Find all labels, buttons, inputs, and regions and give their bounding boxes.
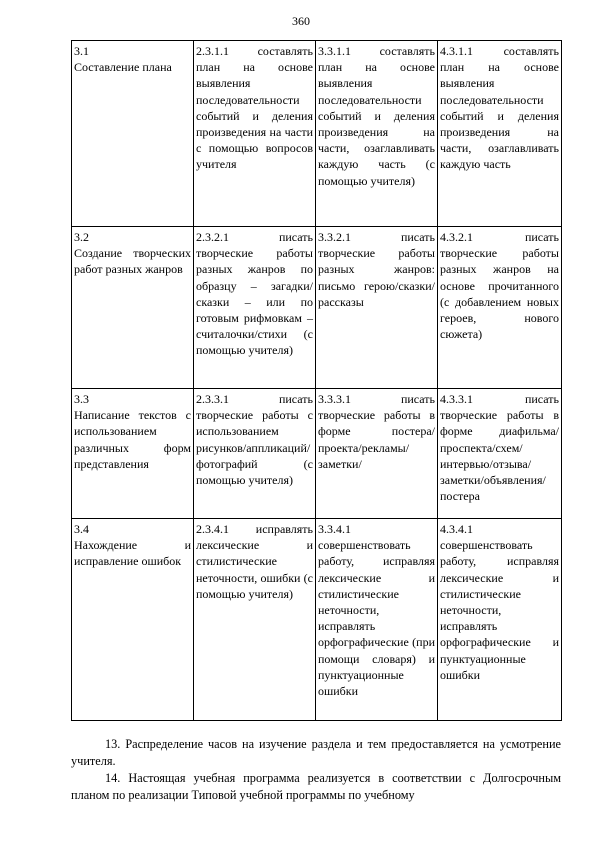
table-row	[72, 227, 562, 389]
grade-cell	[194, 389, 316, 519]
objective-text: писать творческие работы разных жанров: письмо герою/сказки/рассказы	[318, 230, 435, 309]
grade-cell	[316, 41, 438, 227]
objective-code: 3.3.1.1	[318, 44, 366, 58]
objective-text: писать творческие работы в форме постера/проекта/рекламы/заметки/	[318, 392, 435, 471]
subject-title: Создание творческих работ разных жанров	[74, 246, 191, 277]
grade-cell	[194, 41, 316, 227]
paragraph: 14. Настоящая учебная программа реализуется в соответствии с Долгосрочным планом по реализации Типовой учебной программы по учебному	[71, 771, 561, 802]
objective-text: составлять план на основе выявления последовательности событий и деления произведения на части, озаглавливать каждую часть (с помощью учителя)	[318, 44, 435, 188]
grade-cell	[438, 227, 562, 389]
subject-code: 3.1	[74, 44, 89, 58]
grade-cell	[316, 389, 438, 519]
objective-code: 2.3.2.1	[196, 230, 254, 244]
grade-cell	[316, 227, 438, 389]
objective-code: 2.3.3.1	[196, 392, 254, 406]
grade-cell	[194, 227, 316, 389]
objective-code: 4.3.2.1	[440, 230, 499, 244]
subject-cell	[72, 41, 194, 227]
paragraph: 13. Распределение часов на изучение раздела и тем предоставляется на усмотрение учителя.	[71, 737, 561, 768]
objective-text: исправлять лексические и стилистические неточности, ошибки (с помощью учителя)	[196, 522, 314, 601]
objective-code: 3.3.2.1	[318, 230, 376, 244]
objective-code: 2.3.1.1	[196, 44, 244, 58]
grade-cell	[438, 389, 562, 519]
objective-text: писать творческие работы в форме диафильма/проспекта/схем/интервью/отзыва/заметки/объявления/постера	[440, 392, 559, 504]
subject-title: Нахождение и исправление ошибок	[74, 538, 191, 569]
objective-code: 4.3.4.1	[440, 522, 476, 536]
subject-title: Написание текстов с использованием различных форм представления	[74, 408, 191, 471]
objective-code: 3.3.4.1	[318, 522, 354, 536]
page-number: 360	[292, 14, 310, 28]
grade-cell	[438, 41, 562, 227]
subject-cell	[72, 227, 194, 389]
objective-code: 3.3.3.1	[318, 392, 376, 406]
objective-text: совершенствовать работу, исправляя лексические и стилистические неточности, исправлять орфографические (при помощи словаря) и пунктуационные ошибки	[318, 538, 435, 699]
subject-cell	[72, 389, 194, 519]
subject-title: Составление плана	[74, 60, 172, 75]
table-row	[72, 389, 562, 519]
objective-code: 4.3.3.1	[440, 392, 499, 406]
grade-cell	[194, 519, 316, 721]
subject-code: 3.4	[74, 522, 89, 536]
subject-cell	[72, 519, 194, 721]
objective-text: писать творческие работы разных жанров на основе прочитанного (с добавлением новых героев, нового сюжета)	[440, 230, 559, 342]
objective-text: составлять план на основе выявления последовательности событий и деления произведения на части, озаглавливать каждую часть	[440, 44, 559, 172]
objective-text: писать творческие работы разных жанров по образцу – загадки/сказки – или по готовым рифмовкам – считалочки/стихи (с помощью учителя)	[196, 230, 313, 358]
objective-text: писать творческие работы с использованием рисунков/аппликаций/фотографий (с помощью учителя)	[196, 392, 313, 488]
curriculum-table	[71, 40, 562, 721]
objective-text: совершенствовать работу, исправляя лексические и стилистические неточности, исправлять орфографические и пунктуационные ошибки	[440, 538, 559, 682]
subject-code: 3.3	[74, 392, 89, 406]
grade-cell	[438, 519, 562, 721]
objective-code: 4.3.1.1	[440, 44, 489, 58]
table-row	[72, 41, 562, 227]
grade-cell	[316, 519, 438, 721]
subject-code: 3.2	[74, 230, 89, 244]
table-row	[72, 519, 562, 721]
body-text	[71, 736, 561, 804]
objective-code: 2.3.4.1	[196, 522, 243, 536]
objective-text: составлять план на основе выявления последовательности событий и деления произведения на части с помощью вопросов учителя	[196, 44, 313, 172]
